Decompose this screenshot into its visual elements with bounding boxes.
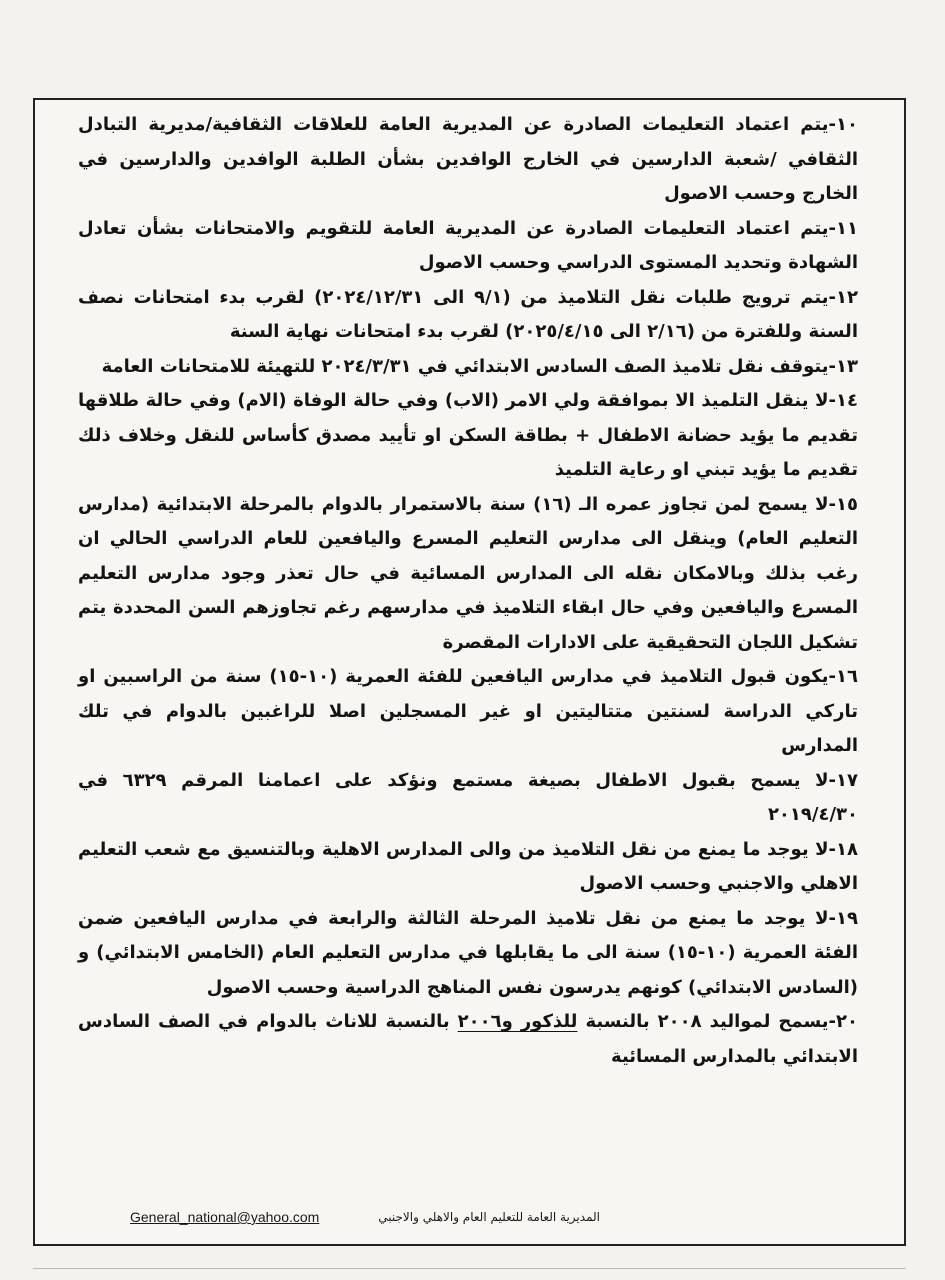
item-number: ١٠- — [828, 114, 858, 135]
item-text: يتم اعتماد التعليمات الصادرة عن المديرية العامة للتقويم والامتحانات بشأن تعادل الشهادة وتحديد المستوى الدراسي وحسب الاصول — [78, 217, 858, 273]
item-text: لا يسمح لمن تجاوز عمره الـ (١٦) سنة بالاستمرار بالدوام بالمرحلة الابتدائية (مدارس التعليم العام) وينقل الى مدارس التعليم المسرع واليافعين للعام الدراسي الحالي ان رغب بذلك وبالامكان نقله الى المدارس المسائية في حال تعذر وجود مدارس التعليم المسرع واليافعين وفي حال ابقاء التلاميذ في مدارسهم رغم تجاوزهم السن المحددة يتم تشكيل اللجان التحقيقية على الادارات المقصرة — [78, 493, 858, 653]
item-text: لا يسمح بقبول الاطفال بصيغة مستمع ونؤكد على اعمامنا المرقم ٦٣٢٩ في ٢٠١٩/٤/٣٠ — [78, 769, 858, 825]
item-number: ١٩- — [828, 907, 858, 929]
instruction-item-14 — [78, 384, 858, 488]
item-text-underlined: للذكور و٢٠٠٦ — [457, 1011, 578, 1032]
item-number: ١٦- — [828, 666, 858, 687]
item-text: يكون قبول التلاميذ في مدارس اليافعين للفئة العمرية (١٠-١٥) سنة من الراسبين او تاركي الدراسة لسنتين متتاليتين او غير المسجلين اصلا للراغبين بالدوام في تلك المدارس — [78, 666, 858, 756]
footer-organization-name: المديرية العامة للتعليم العام والاهلي والاجنبي — [378, 1210, 600, 1224]
item-text: لا يوجد ما يمنع من نقل التلاميذ من والى المدارس الاهلية وبالتنسيق مع شعب التعليم الاهلي والاجنبي وحسب الاصول — [78, 838, 858, 894]
instruction-item-17 — [78, 764, 858, 833]
item-text: يتم اعتماد التعليمات الصادرة عن المديرية العامة للعلاقات الثقافية/مديرية التبادل الثقافي /شعبة الدارسين في الخارج الوافدين بشأن الطلبة الوافدين والدارسين في الخارج وحسب الاصول — [78, 114, 858, 204]
instruction-item-13 — [78, 350, 858, 385]
item-number: ١٨- — [828, 838, 858, 860]
instruction-item-18 — [78, 833, 858, 902]
instruction-item-15 — [78, 488, 858, 661]
item-text-before: يسمح لمواليد ٢٠٠٨ بالنسبة — [585, 1011, 829, 1032]
item-text: لا يوجد ما يمنع من نقل تلاميذ المرحلة الثالثة والرابعة في مدارس اليافعين ضمن الفئة العمرية (١٠-١٥) سنة الى ما يقابلها في مدارس التعليم العام (الخامس الابتدائي) و (السادس الابتدائي) كونهم يدرسون نفس المناهج الدراسية وحسب الاصول — [78, 907, 858, 998]
instruction-item-12 — [78, 281, 858, 350]
item-text-after: بالنسبة للاناث بالدوام في الصف السادس الابتدائي بالمدارس المسائية — [78, 1011, 858, 1067]
footer-email-link[interactable]: General_national@yahoo.com — [130, 1209, 320, 1225]
item-number: ١٥- — [828, 493, 858, 515]
instruction-item-20 — [78, 1005, 858, 1074]
item-text: لا ينقل التلميذ الا بموافقة ولي الامر (الاب) وفي حالة الوفاة (الام) وفي حالة طلاقها تقديم ما يؤيد حضانة الاطفال + بطاقة السكن او تأييد مصدق كأساس للنقل وخلاف ذلك تقديم ما يؤيد تبني او رعاية التلميذ — [78, 390, 858, 480]
item-number: ١١- — [828, 217, 858, 239]
item-number: ١٧- — [828, 769, 858, 791]
instruction-item-11 — [78, 212, 858, 281]
item-text: يتوقف نقل تلاميذ الصف السادس الابتدائي في ٢٠٢٤/٣/٣١ للتهيئة للامتحانات العامة — [101, 355, 829, 377]
instruction-item-19 — [78, 902, 858, 1006]
item-number: ١٤- — [828, 390, 858, 411]
item-text: يتم ترويج طلبات نقل التلاميذ من (٩/١ الى ٢٠٢٤/١٢/٣١) لقرب بدء امتحانات نصف السنة وللفترة من (٢/١٦ الى ٢٠٢٥/٤/١٥) لقرب بدء امتحانات نهاية السنة — [78, 286, 858, 342]
instruction-item-16 — [78, 660, 858, 764]
item-number: ١٣- — [828, 355, 858, 377]
document-body — [78, 108, 858, 1074]
item-number: ١٢- — [828, 286, 858, 308]
page-footer — [130, 1206, 600, 1228]
instruction-item-10 — [78, 108, 858, 212]
item-number: ٢٠- — [828, 1011, 858, 1032]
bottom-divider — [33, 1268, 906, 1269]
